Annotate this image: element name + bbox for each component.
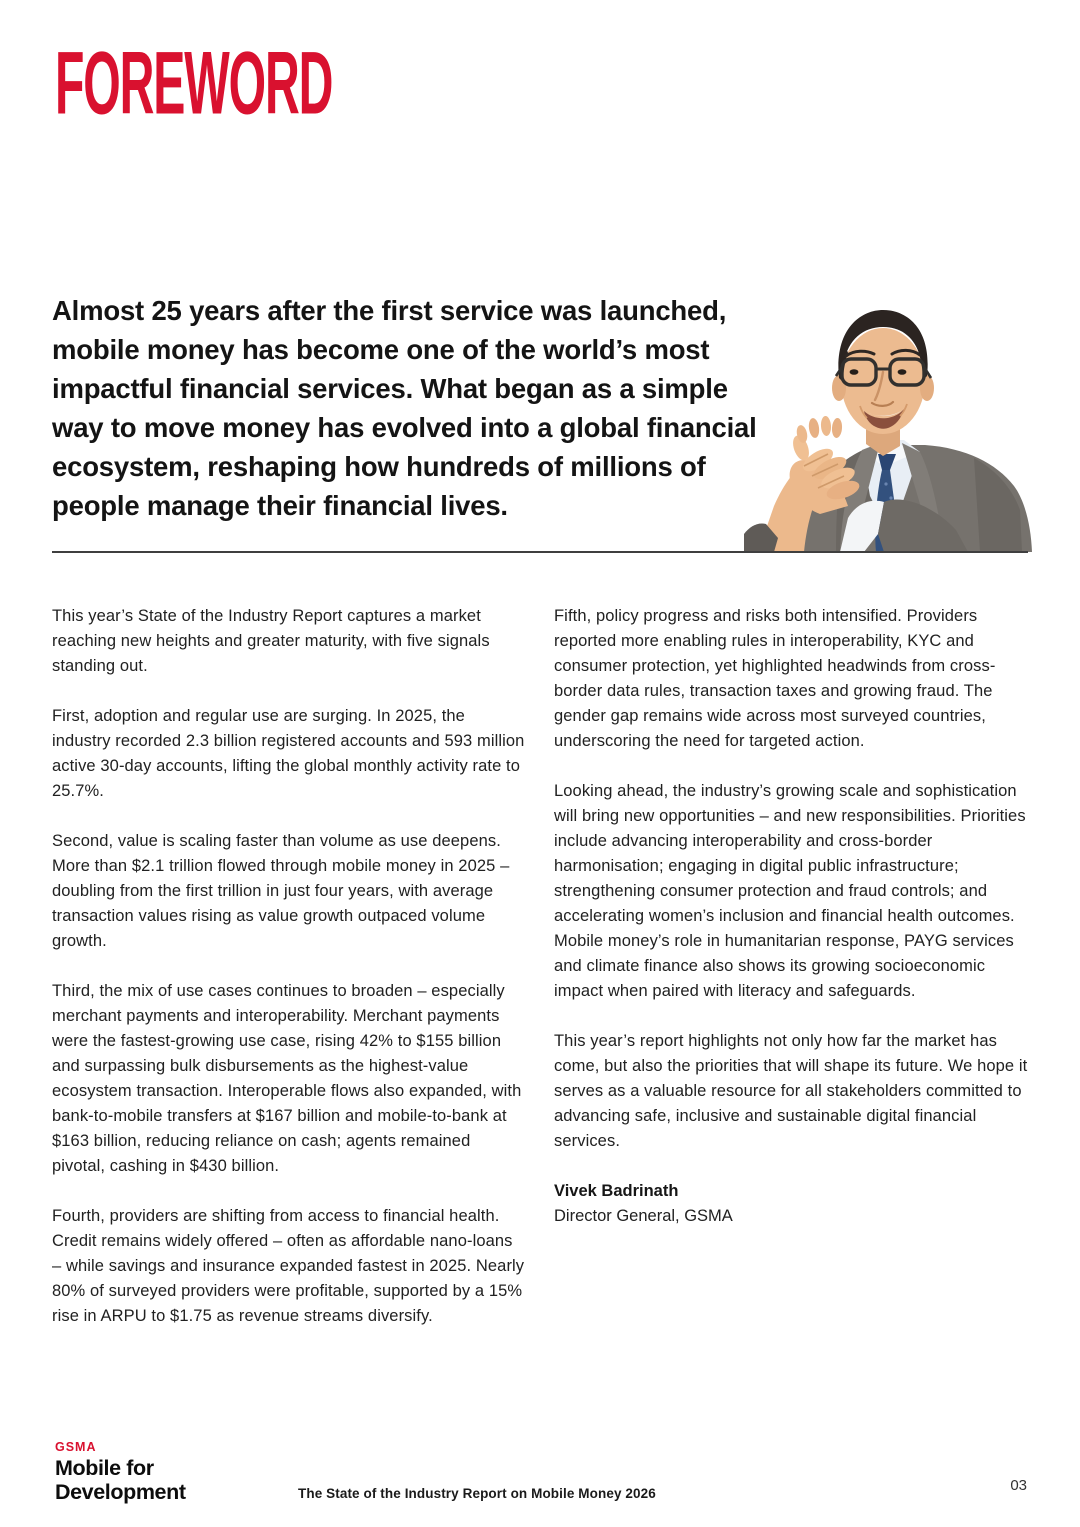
body-paragraph: Fifth, policy progress and risks both intensified. Providers reported more enabling rules in interoperability, KYC and consumer protection, yet highlighted headwinds from cross-border data rules, transaction taxes and growing fraud. The gender gap remains wide across most surveyed countries, underscoring the need for targeted action. xyxy=(554,607,996,750)
body-paragraph: Second, value is scaling faster than volume as use deepens. More than $2.1 trillion flowed through mobile money in 2025 – doubling from the first trillion in just four years, with average transaction values rising as value growth outpaced volume growth. xyxy=(52,832,510,950)
gsma-wordmark: GSMA xyxy=(55,1440,97,1454)
body-column-left xyxy=(52,604,526,1354)
logo-text-line: Development xyxy=(55,1479,186,1504)
intro-line: way to move money has evolved into a global financial xyxy=(52,412,757,443)
page-title: FOREWORD xyxy=(55,33,333,134)
footer-report-title: The State of the Industry Report on Mobile Money 2026 xyxy=(298,1486,656,1501)
intro-line: mobile money has become one of the world’s most xyxy=(52,334,710,365)
signature-block xyxy=(554,1179,1028,1229)
body-paragraph: First, adoption and regular use are surging. In 2025, the industry recorded 2.3 billion registered accounts and 593 million active 30-day accounts, lifting the global monthly activity rate to 25.7%. xyxy=(52,707,525,800)
body-paragraph: This year’s report highlights not only how far the market has come, but also the priorities that will shape its future. We hope it serves as a valuable resource for all stakeholders committed to advancing safe, inclusive and sustainable digital financial services. xyxy=(554,1032,1028,1150)
intro-line: Almost 25 years after the first service was launched, xyxy=(52,295,727,326)
intro-line: ecosystem, reshaping how hundreds of millions of xyxy=(52,451,706,482)
body-paragraph: This year’s State of the Industry Report captures a market reaching new heights and greater maturity, with five signals standing out. xyxy=(52,607,490,675)
signature-name: Vivek Badrinath xyxy=(554,1182,679,1200)
page-number: 03 xyxy=(1010,1477,1027,1494)
signature-role: Director General, GSMA xyxy=(554,1207,733,1225)
intro-line: impactful financial services. What began as a simple xyxy=(52,373,728,404)
body-columns xyxy=(52,604,1028,1354)
section-divider xyxy=(52,551,1028,553)
body-column-right xyxy=(554,604,1028,1354)
intro-paragraph xyxy=(52,291,872,525)
logo-text-line: Mobile for xyxy=(55,1455,154,1480)
body-paragraph: Looking ahead, the industry’s growing scale and sophistication will bring new opportunities – and new responsibilities. Priorities include advancing interoperability and cross-border harmonisation; engaging in digital public infrastructure; strengthening consumer protection and fraud controls; and accelerating women’s inclusion and financial health outcomes. Mobile money’s role in humanitarian response, PAYG services and climate finance also shows its growing socioeconomic impact when paired with literacy and safeguards. xyxy=(554,782,1026,1000)
body-paragraph: Fourth, providers are shifting from access to financial health. Credit remains widely offered – often as affordable nano-loans – while savings and insurance expanded fastest in 2025. Nearly 80% of surveyed providers were profitable, supported by a 15% rise in ARPU to $1.75 as revenue streams diversify. xyxy=(52,1207,525,1325)
body-paragraph: Third, the mix of use cases continues to broaden – especially merchant payments and interoperability. Merchant payments were the fastest-growing use case, rising 42% to $155 billion and surpassing bulk disbursements as the highest-value ecosystem transaction. Interoperable flows also expanded, with bank-to-mobile transfers at $167 billion and mobile-to-bank at $163 billion, reducing reliance on cash; agents remained pivotal, cashing in $430 billion. xyxy=(52,982,522,1175)
intro-line: people manage their financial lives. xyxy=(52,490,508,521)
gsma-mobile-for-development-logo xyxy=(55,1441,186,1504)
